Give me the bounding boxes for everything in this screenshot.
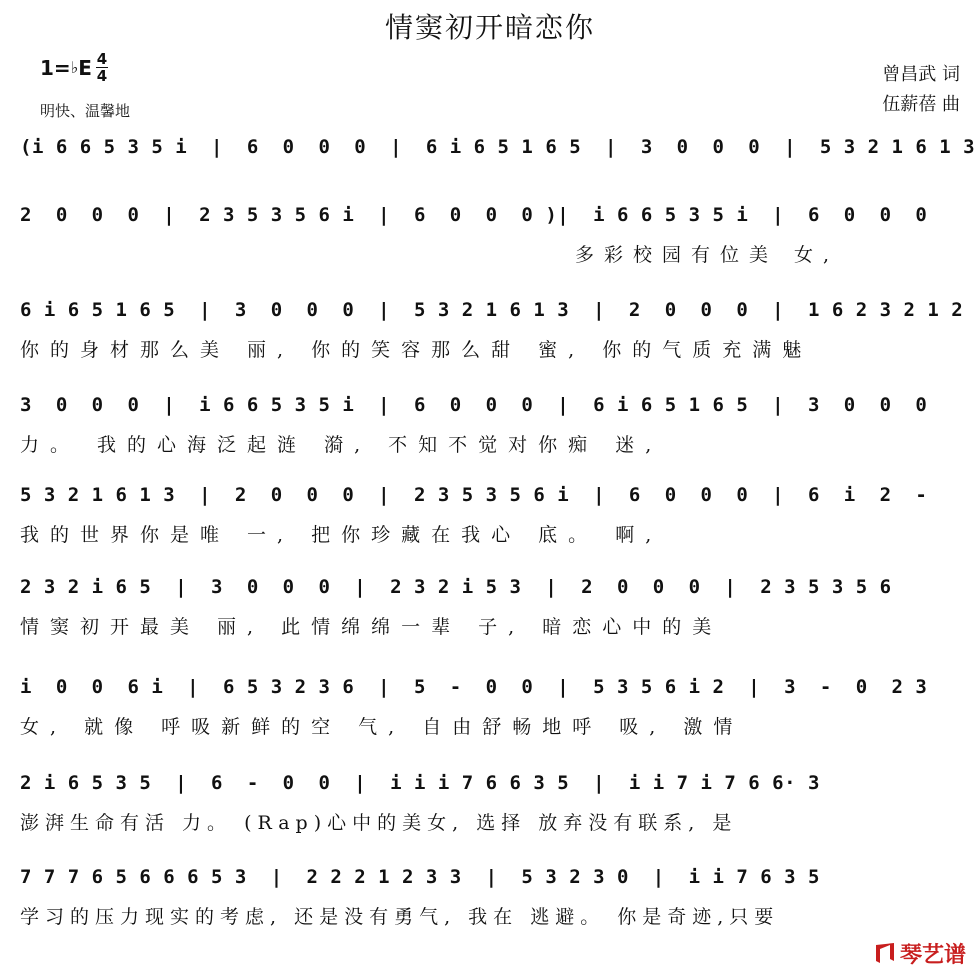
notes-line: i 0 0 6 i | 6 5 3 2 3 6 | 5 - 0 0 | 5 3 5 6 i 2 | 3 - 0 2 3 [20,676,928,698]
lyrics-line: 多彩校园有位美 女, [575,244,840,266]
composer-credit: 伍薪蓓 曲 [882,94,960,115]
time-signature [96,52,108,83]
notes-line: 3 0 0 0 | i 6 6 5 3 5 i | 6 0 0 0 | 6 i 6 5 1 6 5 | 3 0 0 0 [20,394,928,416]
notes-line: 2 0 0 0 | 2 3 5 3 5 6 i | 6 0 0 0 )| i 6 6 5 3 5 i | 6 0 0 0 [20,204,928,226]
tempo-marking: 明快、温馨地 [40,102,131,120]
time-denominator: 4 [96,67,108,85]
watermark [870,938,966,969]
lyrics-line: 我的世界你是唯 一, 把你珍藏在我心 底。 啊, [20,524,663,546]
key-note: E [78,55,92,80]
key-signature [40,52,108,83]
lyrics-line: 你的身材那么美 丽, 你的笑容那么甜 蜜, 你的气质充满魅 [20,339,813,361]
credits [882,60,960,120]
notes-line: 7 7 7 6 5 6 6 6 5 3 | 2 2 2 1 2 3 3 | 5 3 2 3 0 | i i 7 6 3 5 [20,866,820,888]
notes-line: 5 3 2 1 6 1 3 | 2 0 0 0 | 2 3 5 3 5 6 i | 6 0 0 0 | 6 i 2 - [20,484,928,506]
time-numerator: 4 [96,50,108,68]
watermark-text: 琴艺谱 [899,943,966,968]
key-prefix: 1= [40,55,71,80]
notes-line: 2 3 2 i 6 5 | 3 0 0 0 | 2 3 2 i 5 3 | 2 0 0 0 | 2 3 5 3 5 6 [20,576,892,598]
notes-line: 6 i 6 5 1 6 5 | 3 0 0 0 | 5 3 2 1 6 1 3 | 2 0 0 0 | 1 6 2 3 2 1 2 [20,299,964,321]
notes-line: (i 6 6 5 3 5 i | 6 0 0 0 | 6 i 6 5 1 6 5 | 3 0 0 0 | 5 3 2 1 6 1 3 [20,136,976,158]
music-note-icon [870,941,896,967]
lyrics-line: 力。 我的心海泛起涟 漪, 不知不觉对你痴 迷, [20,434,663,456]
lyrics-line: 澎湃生命有活 力。 (Rap)心中的美女, 选择 放弃没有联系, 是 [20,812,738,834]
lyricist-credit: 曾昌武 词 [882,64,960,85]
lyrics-line: 学习的压力现实的考虑, 还是没有勇气, 我在 逃避。 你是奇迹,只要 [20,906,780,928]
notes-line: 2 i 6 5 3 5 | 6 - 0 0 | i i i 7 6 6 3 5 | i i 7 i 7 6 6· 3 [20,772,820,794]
lyrics-line: 女, 就像 呼吸新鲜的空 气, 自由舒畅地呼 吸, 激情 [20,716,744,738]
lyrics-line: 情窦初开最美 丽, 此情绵绵一辈 子, 暗恋心中的美 [20,616,723,638]
flat-symbol: ♭ [70,58,79,77]
song-title: 情窦初开暗恋你 [384,11,595,44]
